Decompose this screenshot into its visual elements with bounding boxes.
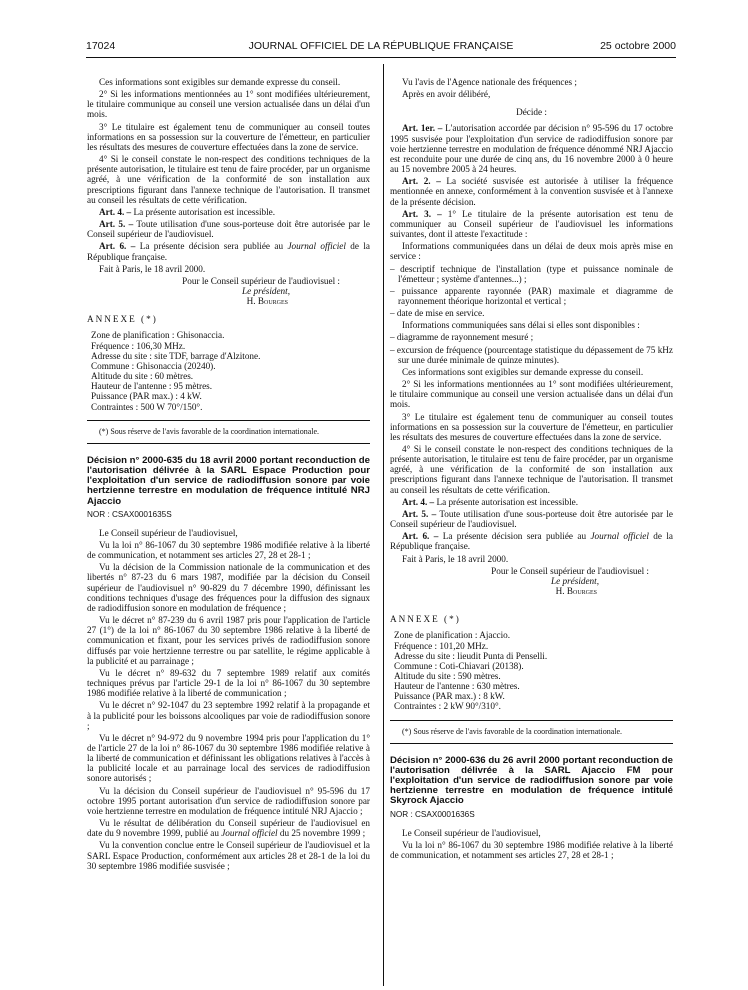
annex-line: Fréquence : 106,30 MHz. (91, 340, 186, 351)
visa (87, 818, 370, 838)
annex-line: Hauteur de l'antenne : 630 mètres. (394, 681, 520, 692)
section-rule (390, 743, 673, 744)
journal-name: Journal officiel (287, 241, 346, 252)
annex-line: Contraintes : 500 W 70°/150°. (91, 401, 203, 412)
visa: Le Conseil supérieur de l'audiovisuel, (402, 827, 541, 838)
visa-text: Vu le résultat de délibération du Conseil supérieur de l'audiovisuel en date du 9 novembre 1999, publié au (87, 818, 370, 839)
article-label: Art. 3. – (402, 208, 442, 219)
list-item: – date de mise en service. (390, 308, 485, 319)
annex-line: Adresse du site : site TDF, barrage d'Alzitone. (91, 350, 261, 361)
article-3 (390, 209, 673, 239)
decide-heading: Décide : (516, 107, 547, 118)
article-text: Toute utilisation d'une sous-porteuse doit être autorisée par le Conseil supérieur de l'audiovisuel. (390, 508, 673, 530)
annex-line: Adresse du site : lieudit Punta di Penselli. (394, 650, 548, 661)
visa-text: du 25 novembre 1999 ; (277, 828, 366, 839)
signature-title: Le président, (551, 575, 599, 586)
article-text: L'autorisation accordée par décision n° 95-596 du 17 octobre 1995 susvisée pour l'exploitation d'un service de radiodiffusion sonore par voie hertzienne terrestre en modulation de fréquence dénommé NRJ Ajaccio est reconduite pour une durée de cinq ans, du 16 novembre 2000 à 0 heure au 15 novembre 2005 à 24 heures. (390, 123, 673, 175)
list-item: – puissance apparente rayonnée (PAR) maximale et diagramme de rayonnement théorique horizontal et vertical ; (390, 285, 673, 306)
signature-line: Pour le Conseil supérieur de l'audiovisuel : (182, 275, 340, 286)
list-item: – descriptif technique de l'installation (type et puissance nominale de l'émetteur ; système d'antennes...) ; (390, 263, 673, 284)
annex-line: Altitude du site : 590 mètres. (394, 670, 501, 681)
footnote: (*) Sous réserve de l'avis favorable de la coordination internationale. (99, 426, 320, 436)
footnote-rule (87, 420, 370, 421)
annex-line: Contraintes : 2 kW 90°/310°. (394, 701, 501, 712)
signature-place-date: Fait à Paris, le 18 avril 2000. (99, 263, 206, 274)
article-label: Art. 5. – (99, 219, 134, 230)
header-rule (86, 57, 676, 58)
paragraph: 3° Le titulaire est également tenu de communiquer au conseil toutes informations en sa possession sur la couverture de l'émetteur, en particulier les résultats des mesures de couverture effectuées dans la zone de service. (87, 121, 370, 152)
left-column (87, 77, 370, 873)
nor-reference: NOR : CSAX0001635S (87, 509, 172, 519)
visa: Vu la loi n° 86-1067 du 30 septembre 1986 modifiée relative à la liberté de communication, et notamment ses articles 27, 28 et 28-1 ; (390, 839, 673, 861)
journal-name: Journal officiel (590, 531, 649, 542)
paragraph: Après en avoir délibéré, (402, 89, 491, 100)
article-text: 1° Le titulaire de la présente autorisation est tenu de communiquer au Conseil supérieur de l'audiovisuel les informations suivantes, dont il atteste l'exactitude : (390, 208, 673, 240)
annex-line: Fréquence : 101,20 MHz. (394, 640, 489, 651)
nor-reference: NOR : CSAX0001636S (390, 809, 475, 819)
signature-title: Le président, (242, 285, 290, 296)
list-item: – diagramme de rayonnement mesuré ; (390, 332, 534, 343)
page-number: 17024 (86, 40, 116, 52)
article-label: Art. 4. – (99, 206, 132, 217)
article-text: La présente autorisation est incessible. (434, 496, 579, 507)
visa: Vu la décision du Conseil supérieur de l'audiovisuel n° 95-596 du 17 octobre 1995 portant autorisation d'un service de radiodiffusion sonore par voie hertzienne terrestre en modulation de fréquence intitulé NRJ Ajaccio ; (87, 785, 370, 816)
signature-line: Pour le Conseil supérieur de l'audiovisuel : (491, 565, 649, 576)
paragraph: 2° Si les informations mentionnées au 1° sont modifiées ultérieurement, le titulaire communique au conseil une version actualisée dans un délai d'un mois. (390, 379, 673, 410)
visa: Vu le décret n° 94-972 du 9 novembre 1994 pris pour l'application du 1° de l'article 27 de la loi n° 86-1067 du 30 septembre 1986 modifiée relative à la liberté de communication et définissant les obligations relatives à l'accès à la publicité locale et au parrainage local des services de radiodiffusion sonore autorisés ; (87, 732, 370, 784)
visa: Vu la décision de la Commission nationale de la communication et des libertés n° 87-23 du 6 mars 1987, modifiée par la décision du Conseil supérieur de l'audiovisuel n° 90-829 du 7 décembre 1990, définissant les conditions techniques d'usage des fréquences pour la diffusion des signaux de radiodiffusion sonore en modulation de fréquence ; (87, 562, 370, 613)
journal-name: Journal officiel (221, 828, 278, 839)
decision-title: Décision n° 2000-635 du 18 avril 2000 portant reconduction de l'autorisation délivrée à la SARL Espace Production pour l'exploitation d'un service de radiodiffusion sonore par voie hertzienne terrestre en modulation de fréquence intitulé NRJ Ajaccio (87, 454, 370, 507)
annex-line: Zone de planification : Ajaccio. (394, 630, 511, 641)
annex-line: Hauteur de l'antenne : 95 mètres. (91, 381, 213, 392)
list-item: – excursion de fréquence (pourcentage statistique du dépassement de 75 kHz sur une durée minimale de quinze minutes). (390, 344, 673, 365)
article-text: de la République française. (87, 241, 370, 262)
article-5 (87, 219, 370, 239)
paragraph: Informations communiquées sans délai si elles sont disponibles : (402, 320, 640, 331)
visa: Vu la convention conclue entre le Conseil supérieur de l'audiovisuel et la SARL Espace Production, conformément aux articles 28 et 28-1 de la loi du 30 septembre 1986 modifiée susvisée ; (87, 840, 370, 871)
article-6 (87, 241, 370, 261)
paragraph: 4° Si le conseil constate le non-respect des conditions techniques de la présente autorisation, le titulaire est tenu de faire procéder, par un organisme agréé, à une vérification de la conformité de son installation aux prescriptions figurant dans l'annexe technique de l'autorisation. Il transmet au conseil les résultats de cette vérification. (390, 444, 673, 495)
annex-title: ANNEXE (*) (87, 314, 158, 325)
article-text: La présente autorisation est incessible. (131, 206, 276, 217)
paragraph: Ces informations sont exigibles sur demande expresse du conseil. (99, 77, 341, 87)
article-5 (390, 509, 673, 529)
issue-date: 25 octobre 2000 (600, 40, 676, 52)
article-text: La présente décision sera publiée au (438, 531, 591, 542)
decision-title: Décision n° 2000-636 du 26 avril 2000 portant reconduction de l'autorisation délivrée à la SARL Ajaccio FM pour l'exploitation d'un service de radiodiffusion sonore par voie hertzienne terrestre en modulation de fréquence intitulé Skyrock Ajaccio (390, 754, 673, 807)
visa: Vu l'avis de l'Agence nationale des fréquences ; (402, 77, 577, 87)
annex-line: Puissance (PAR max.) : 8 kW. (394, 691, 505, 702)
article-label: Art. 1er. – (402, 123, 443, 134)
article-text: La société susvisée est autorisée à utiliser la fréquence mentionnée en annexe, conformément à la convention susvisée et à l'annexe de la présente décision. (390, 176, 673, 207)
article-text: de la République française. (390, 531, 673, 552)
article-6 (390, 531, 673, 551)
article-text: La présente décision sera publiée au (135, 241, 288, 252)
visa: Vu le décret n° 89-632 du 7 septembre 1989 relatif aux comités techniques prévus par l'article 29-1 de la loi n° 86-1067 du 30 septembre 1986 modifiée relative à la liberté de communication ; (87, 667, 370, 699)
paragraph: 4° Si le conseil constate le non-respect des conditions techniques de la présente autorisation, le titulaire est tenu de faire procéder, par un organisme agréé, à une vérification de la conformité de son installation aux prescriptions figurant dans l'annexe technique de l'autorisation. Il transmet au conseil les résultats de cette vérification. (87, 154, 370, 205)
signature-name: H. Bourges (555, 586, 597, 597)
annex-line: Puissance (PAR max.) : 4 kW. (91, 391, 202, 402)
article-2 (390, 176, 673, 206)
paragraph: 2° Si les informations mentionnées au 1° sont modifiées ultérieurement, le titulaire communique au conseil une version actualisée dans un délai d'un mois. (87, 89, 370, 120)
annex-line: Zone de planification : Ghisonaccia. (91, 330, 225, 341)
article-label: Art. 6. – (402, 531, 439, 542)
annex-details (87, 330, 370, 411)
right-column (390, 77, 673, 862)
visa: Le Conseil supérieur de l'audiovisuel, (99, 527, 238, 538)
annex-title: ANNEXE (*) (390, 614, 461, 625)
article-4 (390, 497, 673, 507)
annex-details (390, 630, 673, 711)
article-label: Art. 6. – (99, 241, 136, 252)
paragraph: 3° Le titulaire est également tenu de communiquer au conseil toutes informations en sa possession sur la couverture de l'émetteur, en particulier les résultats des mesures de couverture effectuées dans la zone de service. (390, 411, 673, 442)
visa: Vu la loi n° 86-1067 du 30 septembre 1986 modifiée relative à la liberté de communication, et notamment ses articles 27, 28 et 28-1 ; (87, 540, 370, 561)
annex-line: Altitude du site : 60 mètres. (91, 371, 194, 382)
paragraph: Ces informations sont exigibles sur demande expresse du conseil. (402, 366, 644, 377)
article-1 (390, 123, 673, 174)
footnote-rule (390, 720, 673, 721)
visa: Vu le décret n° 87-239 du 6 avril 1987 pris pour l'application de l'article 27 (1°) de la loi n° 86-1067 du 30 septembre 1986 relative à la liberté de communication et fixant, pour les services privés de radiodiffusion sonore diffusés par voie hertzienne terrestre ou par satellite, le régime applicable à la publicité et au parrainage ; (87, 615, 370, 666)
visa: Vu le décret n° 92-1047 du 23 septembre 1992 relatif à la propagande et à la publicité pour les boissons alcooliques par voie de radiodiffusion sonore ; (87, 700, 370, 731)
paragraph: Informations communiquées dans un délai de deux mois après mise en service : (390, 241, 673, 262)
page-header (86, 40, 676, 54)
article-label: Art. 4. – (402, 496, 435, 507)
journal-title: JOURNAL OFFICIEL DE LA RÉPUBLIQUE FRANÇAISE (248, 40, 514, 52)
signature-name: H. Bourges (246, 296, 288, 307)
article-label: Art. 5. – (402, 508, 437, 519)
article-text: Toute utilisation d'une sous-porteuse doit être autorisée par le Conseil supérieur de l'audiovisuel. (87, 219, 370, 240)
annex-line: Commune : Coti-Chiavari (20138). (394, 660, 524, 671)
footnote: (*) Sous réserve de l'avis favorable de la coordination internationale. (402, 726, 623, 736)
signature-place-date: Fait à Paris, le 18 avril 2000. (402, 553, 509, 564)
article-4 (87, 207, 370, 217)
section-rule (87, 443, 370, 444)
column-divider (383, 64, 384, 986)
annex-line: Commune : Ghisonaccia (20240). (91, 360, 216, 371)
article-label: Art. 2. – (402, 176, 441, 187)
